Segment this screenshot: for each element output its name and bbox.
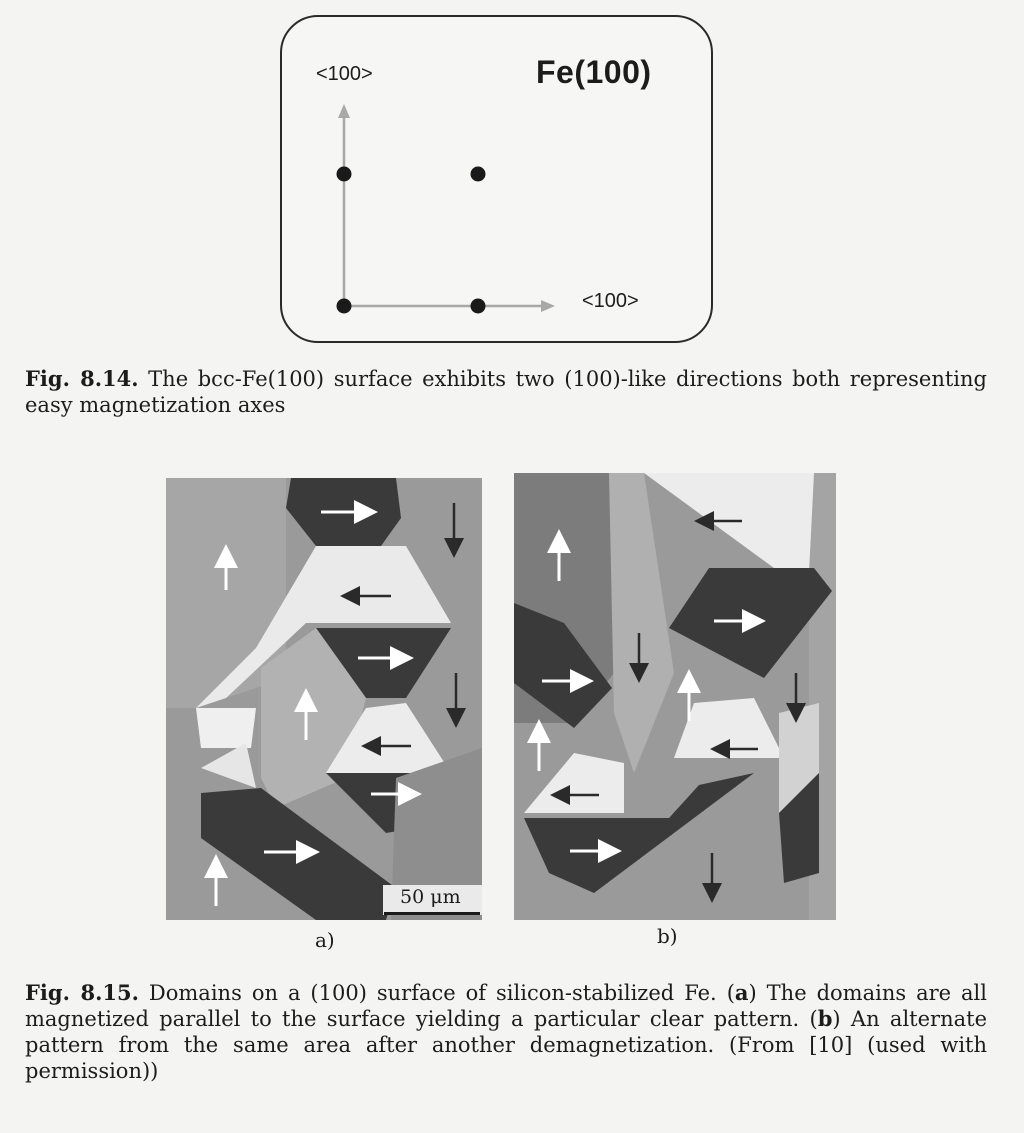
domain-micrograph-b xyxy=(514,473,836,920)
caption-label: Fig. 8.15. xyxy=(25,980,139,1005)
panel-a-label: a) xyxy=(315,928,335,952)
caption-text: The bcc-Fe(100) surface exhibits two (100)-like directions both representing easy magnetization axes xyxy=(25,367,987,417)
atom-top-right xyxy=(471,167,486,182)
domain-micrograph-a xyxy=(166,478,482,920)
horizontal-axis-arrowhead xyxy=(541,300,555,312)
vertical-axis-label: <100> xyxy=(316,63,373,85)
atom-bottom-left xyxy=(337,299,352,314)
panel-b-label: b) xyxy=(657,924,678,948)
scale-bar xyxy=(384,912,480,915)
diagram-title: Fe(100) xyxy=(536,54,652,90)
atom-bottom-right xyxy=(471,299,486,314)
caption-text-1: Domains on a (100) surface of silicon-stabilized Fe. ( xyxy=(138,981,735,1005)
caption-ref-b: b xyxy=(817,1006,833,1031)
horizontal-axis-label: <100> xyxy=(582,290,639,312)
vertical-axis-arrowhead xyxy=(338,104,350,118)
caption-text-3: ) An alternate pattern from the same area after another demagnetization. (From [10] (used with permission)) xyxy=(25,1007,987,1083)
figure-8-15-caption xyxy=(25,980,987,1084)
atom-top-left xyxy=(337,167,352,182)
scale-bar-label: 50 μm xyxy=(400,886,461,908)
figure-8-14-caption xyxy=(25,366,987,418)
caption-label: Fig. 8.14. xyxy=(25,366,139,391)
caption-text-2: ) The domains are all magnetized parallel to the surface yielding a particular clear pattern. ( xyxy=(25,981,987,1031)
caption-ref-a: a xyxy=(734,980,749,1005)
lattice-diagram xyxy=(0,0,1024,360)
